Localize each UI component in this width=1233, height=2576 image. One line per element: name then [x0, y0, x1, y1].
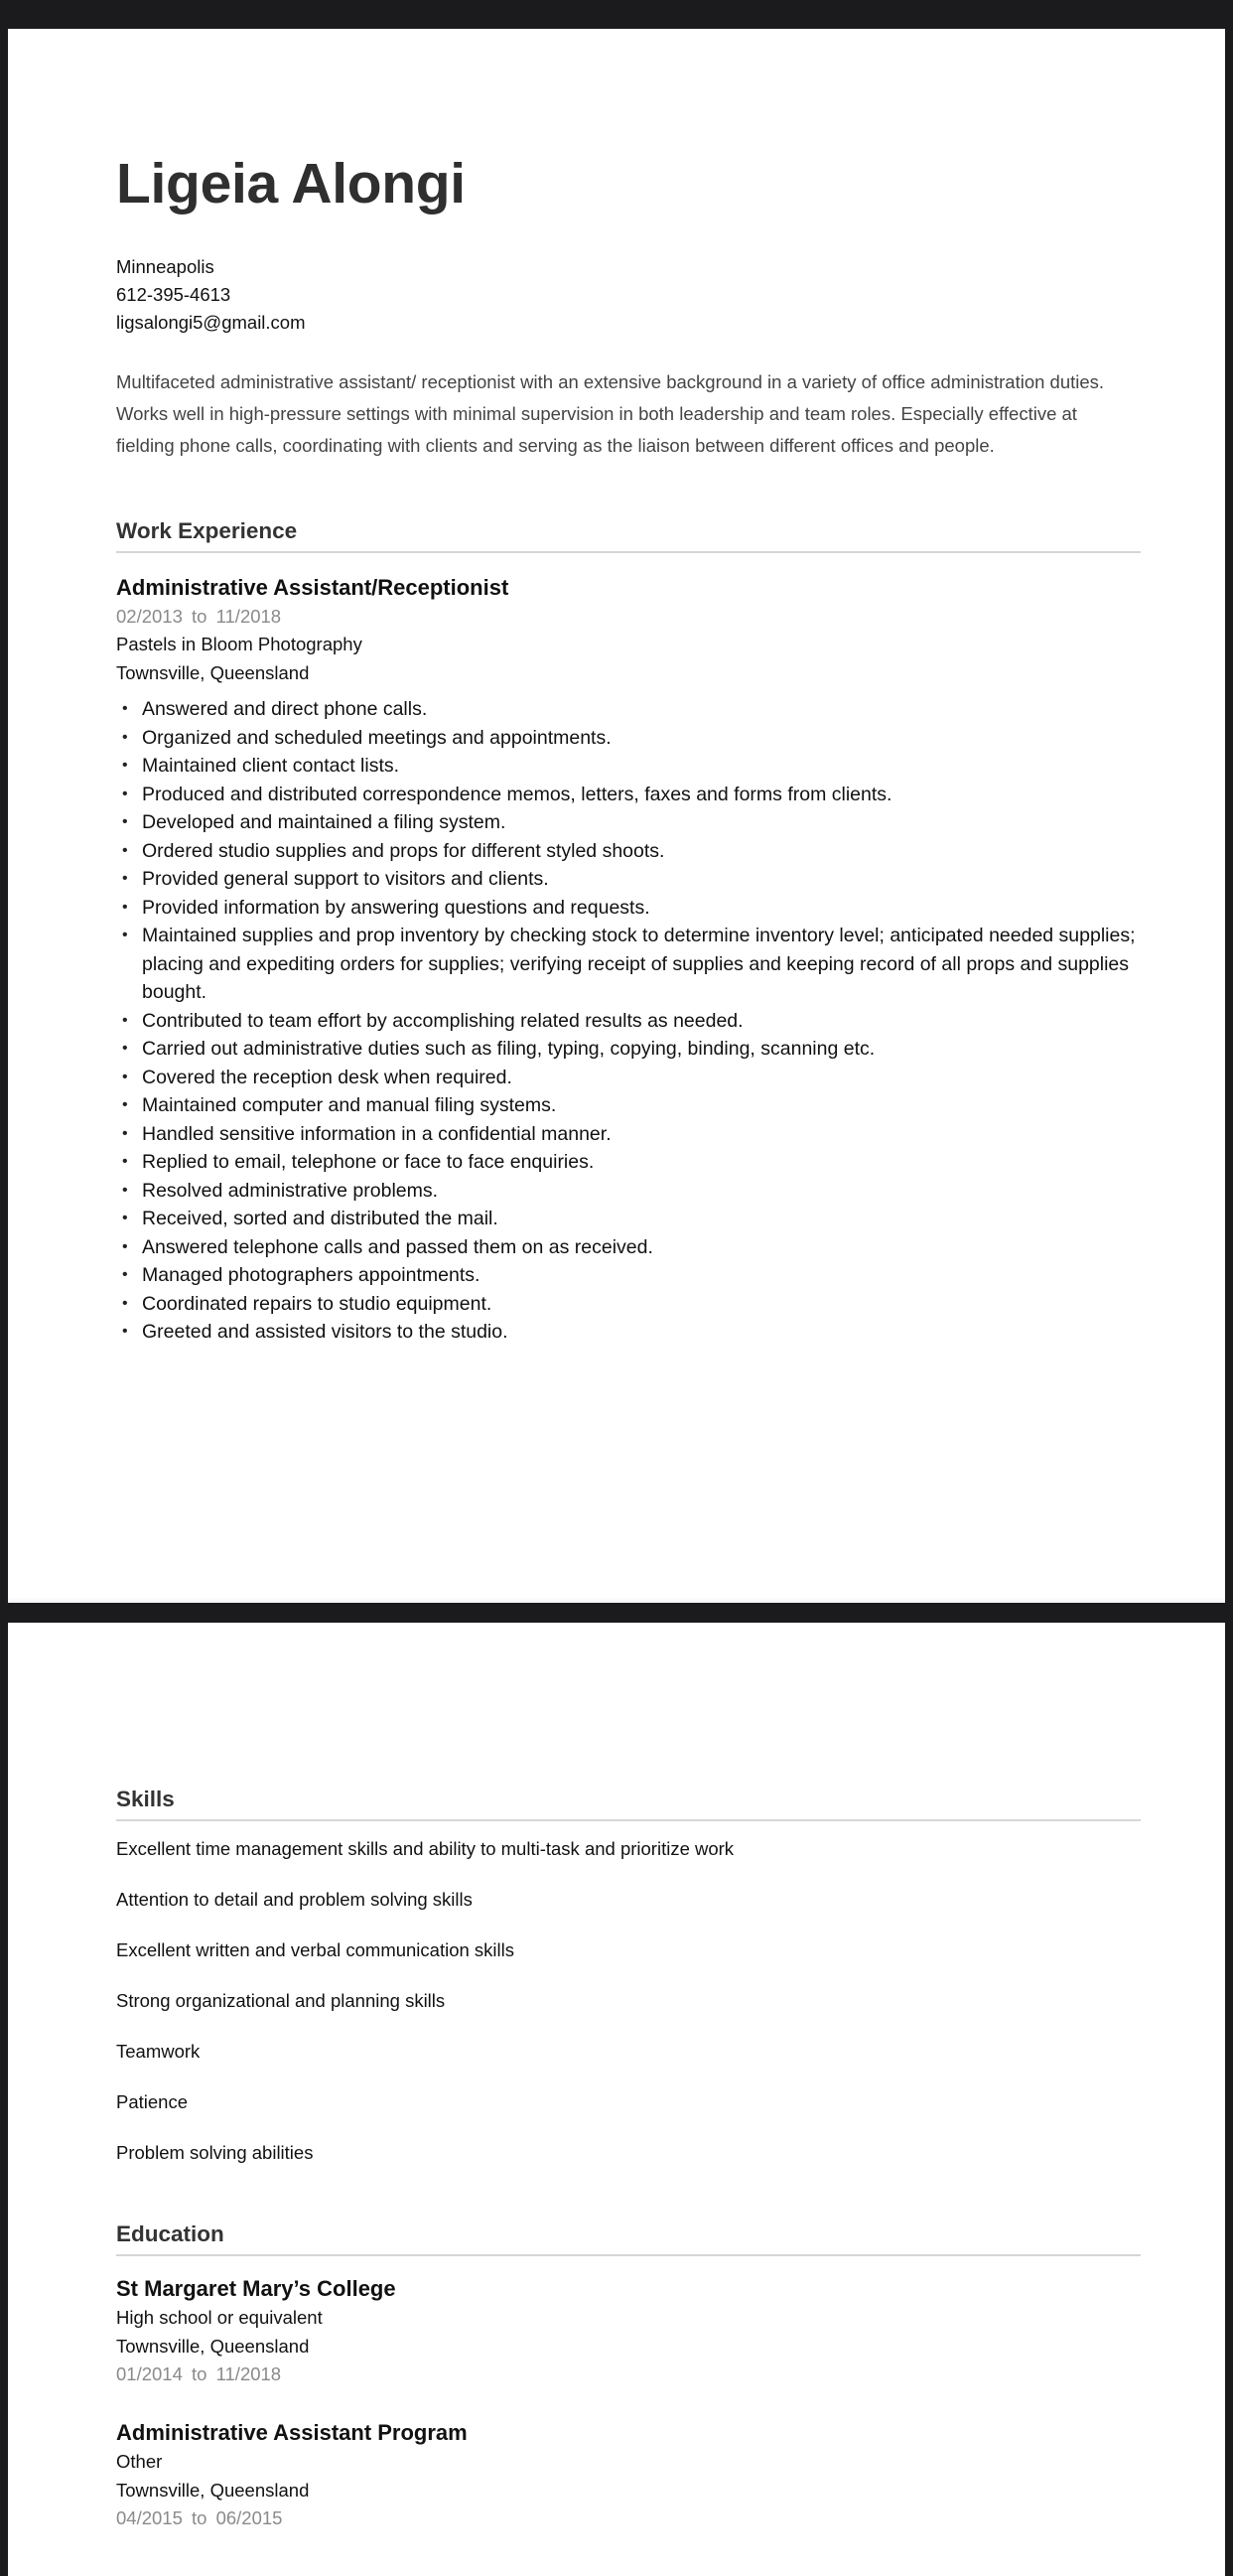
duty-text: Maintained computer and manual filing systems. [142, 1094, 557, 1116]
education-start-date: 04/2015 [116, 2507, 183, 2528]
education-school: St Margaret Mary’s College [116, 2276, 396, 2301]
skill-item: Excellent time management skills and ability to multi-task and prioritize work [116, 1838, 735, 1859]
education-dates [116, 2504, 1141, 2532]
bullet-icon: • [122, 898, 128, 916]
education-location: Townsville, Queensland [116, 2479, 310, 2501]
job-start-date: 02/2013 [116, 606, 183, 627]
contact-info [116, 253, 1141, 337]
job-duties-list [116, 695, 1141, 1347]
skills-list [116, 1835, 1141, 2167]
duty-item [116, 1290, 1141, 1319]
duty-text: Maintained supplies and prop inventory by checking stock to determine inventory level; anticipated needed supplies; placing and expediting orders for supplies; verifying receipt of supplies and keeping record of all props and supplies bought. [142, 925, 1136, 1003]
duty-text: Answered telephone calls and passed them on as received. [142, 1235, 653, 1258]
job-entry [116, 573, 1141, 1347]
duty-text: Carried out administrative duties such as filing, typing, copying, binding, scanning etc. [142, 1038, 876, 1060]
education-location: Townsville, Queensland [116, 2335, 310, 2357]
duty-text: Developed and maintained a filing system. [142, 811, 506, 833]
job-company: Pastels in Bloom Photography [116, 634, 362, 654]
bullet-icon: • [122, 1210, 128, 1226]
duty-text: Resolved administrative problems. [142, 1179, 439, 1202]
duty-item [116, 1064, 1141, 1092]
bullet-icon: • [122, 927, 128, 943]
education-entry [116, 2418, 1141, 2532]
skill-item: Strong organizational and planning skills [116, 1990, 446, 2011]
education-degree: High school or equivalent [116, 2307, 323, 2328]
education-section [116, 2220, 1141, 2532]
bullet-icon: • [122, 841, 128, 859]
bullet-icon: • [122, 757, 128, 774]
duty-item [116, 695, 1141, 724]
bullet-icon: • [122, 870, 128, 887]
education-end-date: 11/2018 [215, 2363, 282, 2384]
duty-item [116, 1205, 1141, 1233]
bullet-icon: • [122, 1266, 128, 1283]
duty-item [116, 837, 1141, 866]
resume-page-2 [8, 1623, 1225, 2576]
duty-text: Replied to email, telephone or face to face enquiries. [142, 1151, 595, 1173]
duty-item [116, 922, 1141, 1007]
job-title: Administrative Assistant/Receptionist [116, 575, 509, 600]
skill-item: Attention to detail and problem solving skills [116, 1889, 473, 1910]
education-start-date: 01/2014 [116, 2363, 183, 2384]
duty-text: Provided general support to visitors and clients. [142, 868, 549, 890]
duty-item [116, 1318, 1141, 1347]
duty-item [116, 1035, 1141, 1064]
duty-item [116, 894, 1141, 923]
bullet-icon: • [122, 1040, 128, 1057]
section-heading-skills: Skills [116, 1786, 1141, 1821]
skill-item: Problem solving abilities [116, 2142, 314, 2163]
job-end-date: 11/2018 [215, 606, 282, 627]
job-location: Townsville, Queensland [116, 661, 310, 683]
skill-item: Teamwork [116, 2041, 201, 2062]
skill-item: Patience [116, 2091, 188, 2112]
job-dates [116, 603, 1141, 631]
duty-text: Ordered studio supplies and props for different styled shoots. [142, 839, 665, 862]
bullet-icon: • [122, 1153, 128, 1170]
duty-item [116, 724, 1141, 753]
bullet-icon: • [122, 1323, 128, 1340]
date-separator: to [192, 2363, 207, 2384]
bullet-icon: • [122, 700, 128, 717]
bullet-icon: • [122, 1011, 128, 1029]
duty-text: Covered the reception desk when required. [142, 1066, 512, 1088]
skill-item: Excellent written and verbal communication skills [116, 1939, 515, 1960]
duty-item [116, 865, 1141, 894]
duty-text: Handled sensitive information in a confidential manner. [142, 1122, 612, 1145]
duty-item [116, 781, 1141, 809]
resume-page-1 [8, 29, 1225, 1603]
bullet-icon: • [122, 785, 128, 802]
contact-email: ligsalongi5@gmail.com [116, 312, 306, 333]
duty-text: Provided information by answering questions and requests. [142, 896, 650, 919]
duty-text: Greeted and assisted visitors to the studio. [142, 1321, 508, 1343]
duty-text: Organized and scheduled meetings and appointments. [142, 726, 612, 749]
duty-text: Contributed to team effort by accomplishing related results as needed. [142, 1009, 744, 1032]
duty-text: Received, sorted and distributed the mail. [142, 1208, 498, 1229]
education-entry [116, 2274, 1141, 2388]
page-1-content [116, 152, 1141, 1347]
duty-text: Answered and direct phone calls. [142, 698, 428, 720]
duty-item [116, 1091, 1141, 1120]
section-heading-education: Education [116, 2220, 1141, 2256]
bullet-icon: • [122, 1237, 128, 1255]
professional-summary: Multifaceted administrative assistant/ receptionist with an extensive background in a variety of office administration duties. Works well in high-pressure settings with minimal supervision in both leadership and team roles. Especially effective at fielding phone calls, coordinating with clients and serving as the liaison between different offices and people. [116, 371, 1105, 456]
duty-text: Produced and distributed correspondence memos, letters, faxes and forms from clients. [142, 783, 892, 805]
education-degree: Other [116, 2451, 163, 2472]
duty-text: Coordinated repairs to studio equipment. [142, 1292, 492, 1315]
duty-item [116, 1120, 1141, 1149]
bullet-icon: • [122, 813, 128, 830]
duty-item [116, 808, 1141, 837]
duty-item [116, 1233, 1141, 1262]
education-dates [116, 2361, 1141, 2388]
bullet-icon: • [122, 1181, 128, 1199]
contact-city: Minneapolis [116, 256, 214, 277]
duty-item [116, 1148, 1141, 1177]
bullet-icon: • [122, 1096, 128, 1113]
duty-item [116, 1007, 1141, 1036]
duty-text: Maintained client contact lists. [142, 755, 400, 777]
contact-phone: 612-395-4613 [116, 284, 231, 305]
duty-text: Managed photographers appointments. [142, 1264, 480, 1286]
bullet-icon: • [122, 1124, 128, 1142]
duty-item [116, 1261, 1141, 1290]
education-school: Administrative Assistant Program [116, 2420, 468, 2445]
education-end-date: 06/2015 [215, 2507, 283, 2528]
candidate-name: Ligeia Alongi [116, 152, 466, 215]
date-separator: to [192, 606, 207, 627]
work-experience-section [116, 517, 1141, 1347]
page-2-content [116, 1786, 1141, 2532]
bullet-icon: • [122, 1068, 128, 1085]
section-heading-work: Work Experience [116, 517, 1141, 553]
duty-item [116, 1177, 1141, 1206]
date-separator: to [192, 2507, 207, 2528]
skills-section [116, 1786, 1141, 2167]
duty-item [116, 752, 1141, 781]
bullet-icon: • [122, 728, 128, 746]
bullet-icon: • [122, 1294, 128, 1312]
